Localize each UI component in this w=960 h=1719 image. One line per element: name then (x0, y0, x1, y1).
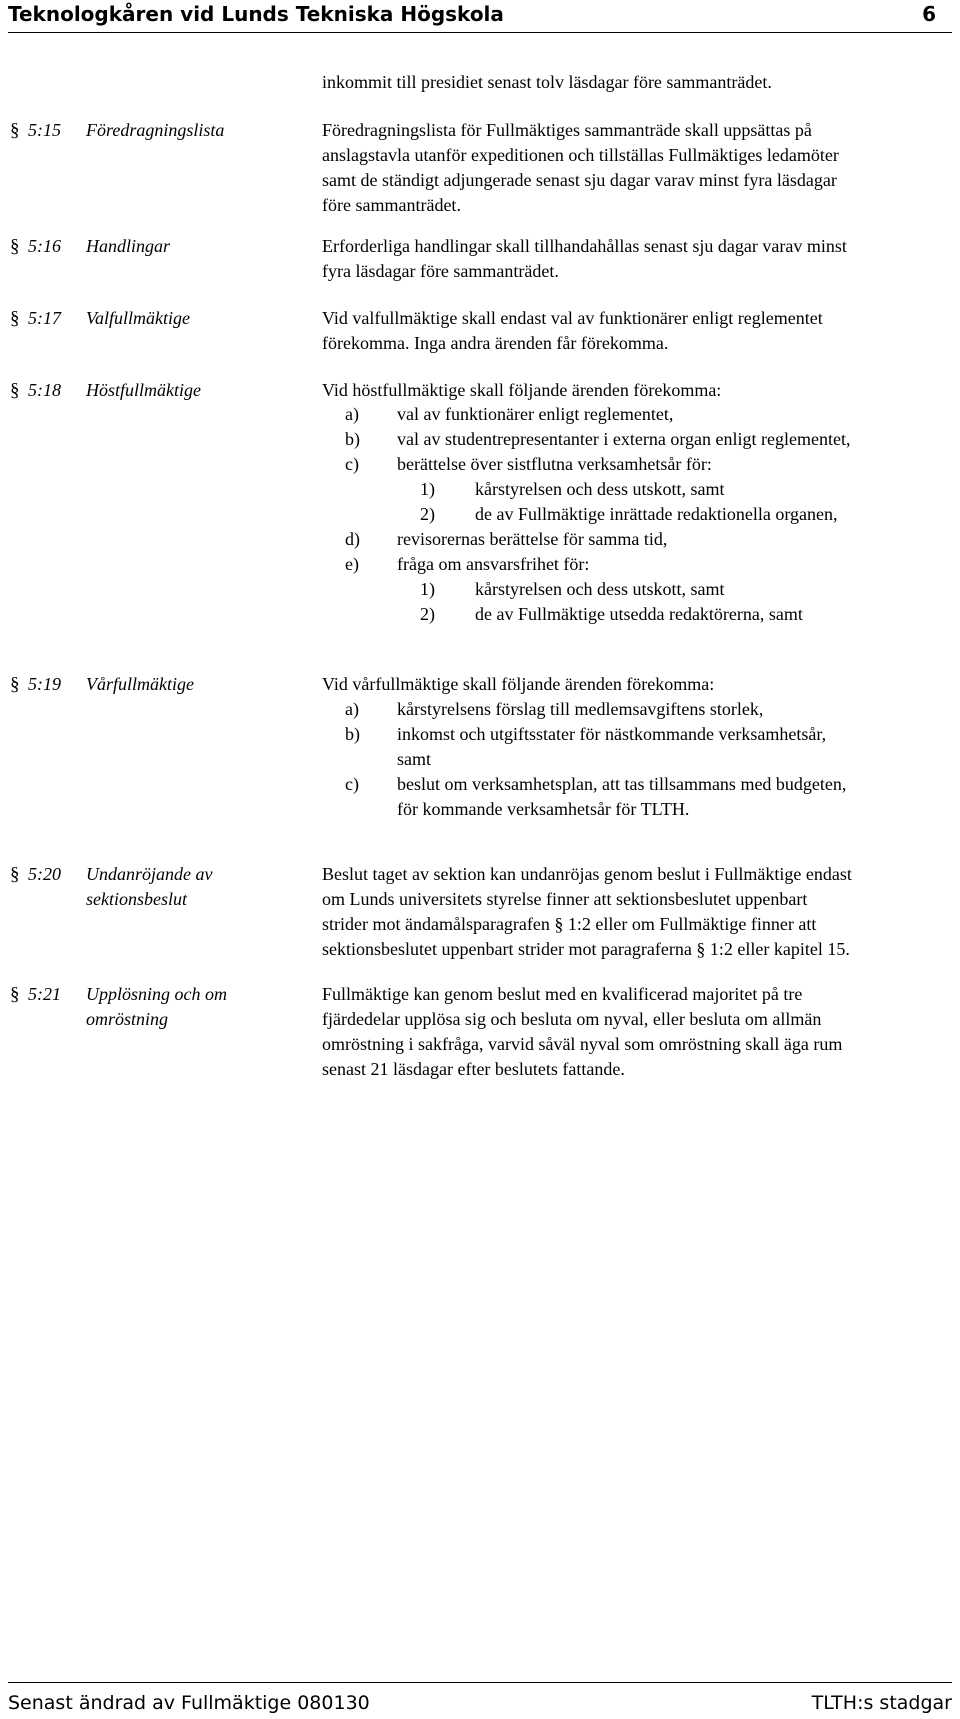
text-line: sektionsbeslutet uppenbart strider mot paragraferna § 1:2 eller kapitel 15. (322, 939, 850, 959)
section-number: 5:21 (28, 984, 61, 1004)
list-item: samt (397, 749, 431, 769)
text-line: fyra läsdagar före sammanträdet. (322, 261, 559, 281)
header-title: Teknologkåren vid Lunds Tekniska Högskola (8, 2, 504, 26)
section-5-18-intro: Vid höstfullmäktige skall följande ärenden förekomma: (322, 380, 722, 400)
page-header (8, 0, 952, 33)
section-number: 5:15 (28, 120, 61, 140)
section-symbol: § (10, 308, 20, 329)
list-item: revisorernas berättelse för samma tid, (397, 529, 668, 549)
list-item: de av Fullmäktige utsedda redaktörerna, samt (475, 604, 803, 624)
title-line: omröstning (86, 1009, 169, 1029)
title-line: sektionsbeslut (86, 889, 187, 909)
section-symbol: § (10, 674, 20, 695)
section-number: 5:19 (28, 674, 61, 694)
list-item: beslut om verksamhetsplan, att tas tillsammans med budgeten, (397, 774, 847, 794)
list-label: a) (345, 404, 359, 424)
text-line: Fullmäktige kan genom beslut med en kvalificerad majoritet på tre (322, 984, 803, 1004)
text-line: förekomma. Inga andra ärenden får förekomma. (322, 333, 669, 353)
section-5-18-heading (10, 378, 86, 403)
title-line: Undanröjande av (86, 864, 213, 884)
text-line: senast 21 läsdagar efter beslutets fattande. (322, 1059, 625, 1079)
section-5-21-title (86, 982, 227, 1032)
section-5-21-heading (10, 982, 86, 1007)
list-label: b) (345, 429, 360, 449)
page-footer (8, 1682, 952, 1719)
text-line: strider mot ändamålsparagrafen § 1:2 eller om Fullmäktige finner att (322, 914, 817, 934)
list-item: berättelse över sistflutna verksamhetsår för: (397, 454, 712, 474)
section-5-16-heading (10, 234, 86, 259)
section-number: 5:16 (28, 236, 61, 256)
section-symbol: § (10, 864, 20, 885)
text-line: Beslut taget av sektion kan undanröjas genom beslut i Fullmäktige endast (322, 864, 852, 884)
section-5-20-heading (10, 862, 86, 887)
section-5-17-title: Valfullmäktige (86, 308, 190, 328)
section-5-20-title (86, 862, 212, 912)
footer-right: TLTH:s stadgar (811, 1692, 952, 1714)
title-line: Upplösning och om (86, 984, 227, 1004)
section-5-17-text (322, 306, 952, 356)
page-number: 6 (922, 2, 936, 26)
section-number: 5:17 (28, 308, 61, 328)
text-line: Vid valfullmäktige skall endast val av funktionärer enligt reglementet (322, 308, 823, 328)
section-5-21-text (322, 982, 952, 1082)
section-5-20-text (322, 862, 952, 962)
text-line: samt de ständigt adjungerade senast sju dagar varav minst fyra läsdagar (322, 170, 837, 190)
text-line: Erforderliga handlingar skall tillhandahållas senast sju dagar varav minst (322, 236, 847, 256)
list-item: de av Fullmäktige inrättade redaktionella organen, (475, 504, 838, 524)
footer-left: Senast ändrad av Fullmäktige 080130 (8, 1692, 370, 1714)
section-5-15-heading (10, 118, 86, 143)
list-item: kårstyrelsens förslag till medlemsavgiftens storlek, (397, 699, 764, 719)
text-line: fjärdedelar upplösa sig och besluta om nyval, eller besluta om allmän (322, 1009, 822, 1029)
list-label: 2) (420, 604, 435, 624)
section-5-17-heading (10, 306, 86, 331)
list-label: 1) (420, 579, 435, 599)
text-line: omröstning i sakfråga, varvid såväl nyval som omröstning skall äga rum (322, 1034, 843, 1054)
list-item: val av studentrepresentanter i externa organ enligt reglementet, (397, 429, 851, 449)
text-line: Föredragningslista för Fullmäktiges sammanträde skall uppsättas på (322, 120, 812, 140)
list-label: a) (345, 699, 359, 719)
text-line: om Lunds universitets styrelse finner att sektionsbeslutet uppenbart (322, 889, 808, 909)
list-item: fråga om ansvarsfrihet för: (397, 554, 590, 574)
list-label: d) (345, 529, 360, 549)
section-5-18-title: Höstfullmäktige (86, 380, 201, 400)
list-item: kårstyrelsen och dess utskott, samt (475, 479, 725, 499)
list-item: val av funktionärer enligt reglementet, (397, 404, 674, 424)
list-label: 2) (420, 504, 435, 524)
section-5-15-text (322, 118, 952, 218)
section-number: 5:20 (28, 864, 61, 884)
list-label: b) (345, 724, 360, 744)
list-label: 1) (420, 479, 435, 499)
list-item: inkomst och utgiftsstater för nästkommande verksamhetsår, (397, 724, 827, 744)
section-number: 5:18 (28, 380, 61, 400)
list-item: för kommande verksamhetsår för TLTH. (397, 799, 690, 819)
list-label: e) (345, 554, 359, 574)
section-5-19-title: Vårfullmäktige (86, 674, 194, 694)
section-symbol: § (10, 380, 20, 401)
text-line: anslagstavla utanför expeditionen och tillställas Fullmäktiges ledamöter (322, 145, 839, 165)
section-5-19-heading (10, 672, 86, 697)
section-5-16-text (322, 234, 952, 284)
list-label: c) (345, 454, 359, 474)
section-symbol: § (10, 984, 20, 1005)
list-label: c) (345, 774, 359, 794)
list-item: kårstyrelsen och dess utskott, samt (475, 579, 725, 599)
section-symbol: § (10, 120, 20, 141)
section-5-16-title: Handlingar (86, 236, 171, 256)
intro-line: inkommit till presidiet senast tolv läsdagar före sammanträdet. (322, 72, 772, 92)
section-symbol: § (10, 236, 20, 257)
text-line: före sammanträdet. (322, 195, 461, 215)
section-5-15-title: Föredragningslista (86, 120, 225, 140)
section-5-19-intro: Vid vårfullmäktige skall följande ärenden förekomma: (322, 674, 715, 694)
